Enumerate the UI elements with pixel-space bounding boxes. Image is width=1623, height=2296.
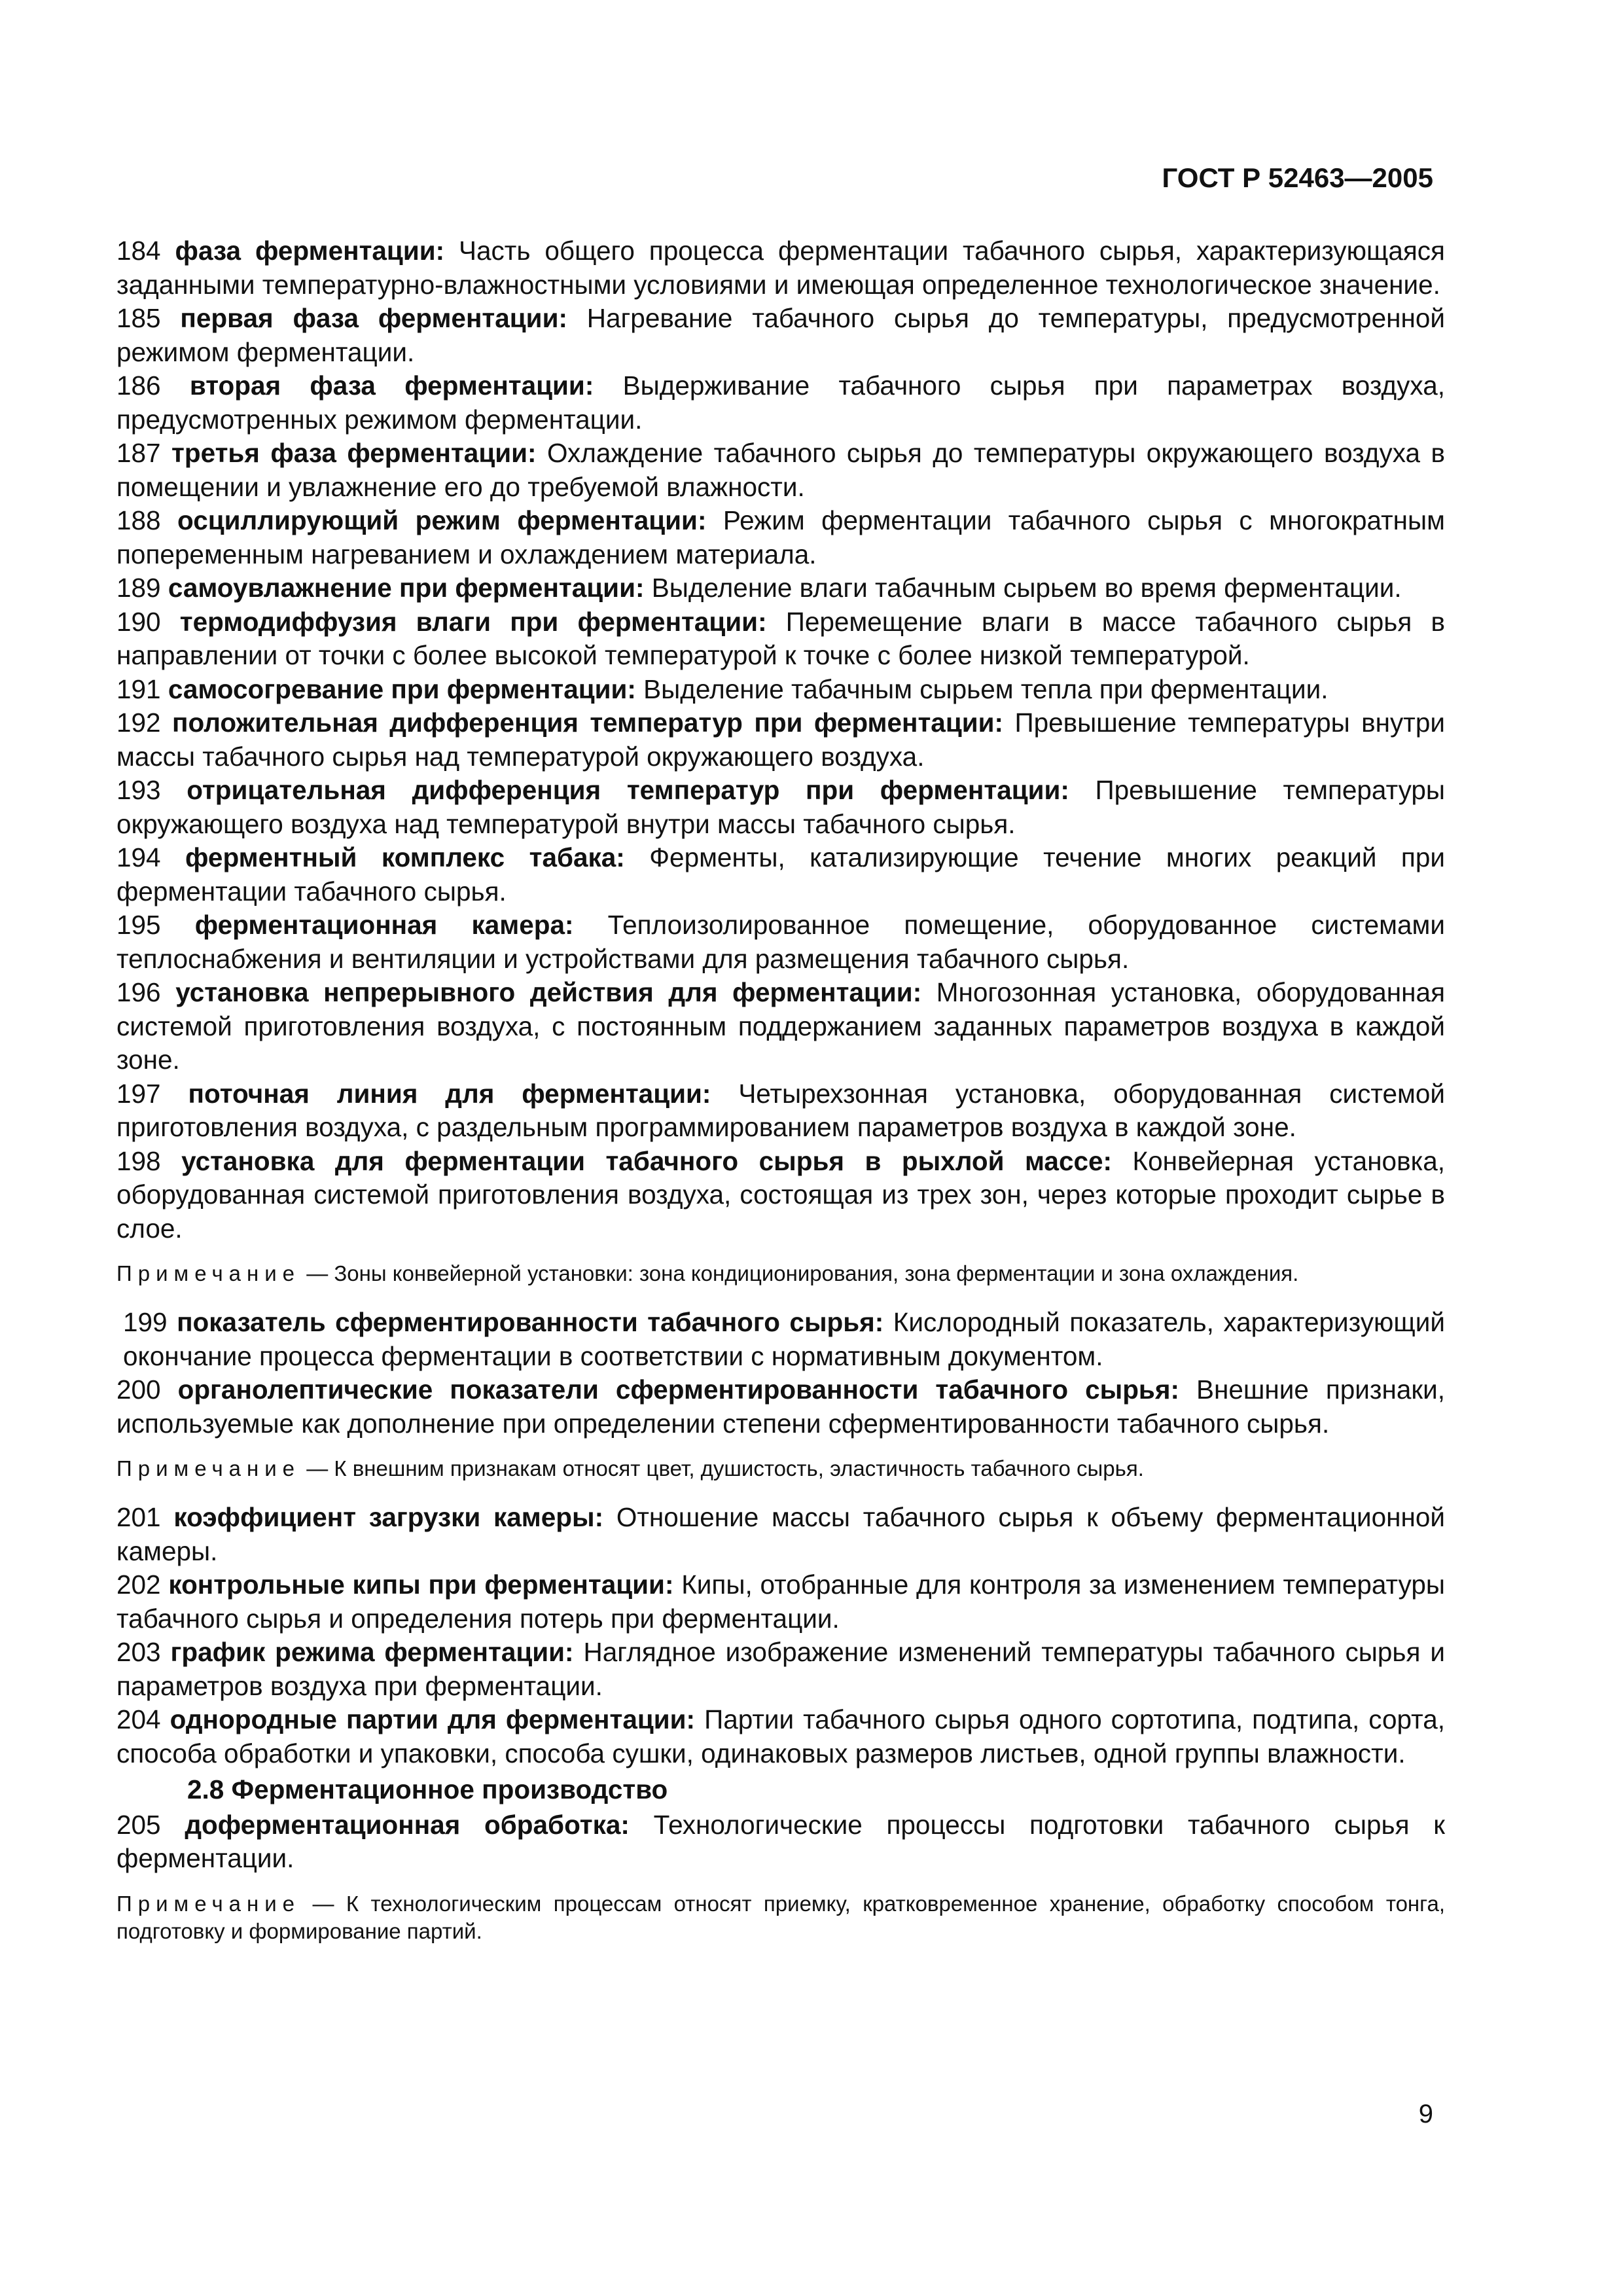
term-definition: Многозонная установка, оборудованная системой приготовления воздуха, с постоянным поддержанием заданных параметров воздуха в каждой зоне. — [116, 977, 1445, 1075]
term-number: 201 — [116, 1502, 161, 1532]
term-definition: Охлаждение табачного сырья до температуры окружающего воздуха в помещении и увлажнение его до требуемой влажности. — [116, 438, 1445, 502]
term-name: положительная дифференция температур при ферментации: — [172, 708, 1004, 738]
term-name: осциллирующий режим ферментации: — [177, 505, 707, 535]
term-number: 197 — [116, 1078, 161, 1109]
term-entry — [116, 1808, 1445, 1876]
term-name: показатель сферментированности табачного сырья: — [177, 1307, 884, 1337]
note-label: Примечание — [116, 1891, 301, 1916]
term-number: 191 — [116, 673, 161, 704]
term-name: ферментный комплекс табака: — [185, 842, 625, 872]
term-definition: Превышение температуры внутри массы табачного сырья над температурой окружающего воздуха. — [116, 708, 1445, 772]
term-number: 192 — [116, 708, 161, 738]
term-number: 193 — [116, 775, 161, 805]
term-name: органолептические показатели сферментированности табачного сырья: — [177, 1374, 1179, 1405]
term-number: 189 — [116, 573, 161, 603]
term-number: 190 — [116, 606, 161, 637]
note-2 — [116, 1455, 1445, 1482]
page-number: 9 — [1418, 2100, 1433, 2128]
term-entry — [116, 1373, 1445, 1441]
term-name: отрицательная дифференция температур при ферментации: — [187, 775, 1069, 805]
note-3 — [116, 1890, 1445, 1945]
term-entry — [116, 1501, 1445, 1568]
term-entry — [116, 1077, 1445, 1145]
term-definition: Конвейерная установка, оборудованная системой приготовления воздуха, состоящая из трех зон, через которые проходит сырье в слое. — [116, 1145, 1445, 1244]
term-entry — [116, 1636, 1445, 1703]
term-definition: Нагревание табачного сырья до температуры, предусмотренной режимом ферментации. — [116, 303, 1445, 367]
term-definition: Партии табачного сырья одного сортотипа, подтипа, сорта, способа обработки и упаковки, способа сушки, одинаковых размеров листьев, одной группы влажности. — [116, 1704, 1445, 1768]
note-text: — К технологическим процессам относят приемку, кратковременное хранение, обработку способом тонга, подготовку и формирование партий. — [116, 1891, 1445, 1943]
term-number: 184 — [116, 236, 161, 266]
term-number: 195 — [116, 910, 161, 940]
term-entry — [116, 234, 1445, 302]
term-definition: Выделение табачным сырьем тепла при ферментации. — [643, 673, 1329, 704]
note-label: Примечание — [116, 1456, 301, 1480]
term-name: вторая фаза ферментации: — [189, 370, 594, 401]
term-name: однородные партии для ферментации: — [169, 1704, 696, 1734]
note-text: — К внешним признакам относят цвет, душистость, эластичность табачного сырья. — [306, 1456, 1144, 1480]
term-entry — [116, 774, 1445, 841]
term-entry — [116, 571, 1445, 605]
term-entry — [116, 1568, 1445, 1636]
term-definition: Наглядное изображение изменений температуры табачного сырья и параметров воздуха при ферментации. — [116, 1637, 1445, 1701]
term-number: 202 — [116, 1570, 161, 1600]
term-number: 198 — [116, 1145, 161, 1176]
term-entry — [116, 1306, 1445, 1373]
term-definition: Четырехзонная установка, оборудованная системой приготовления воздуха, с раздельным программированием параметров воздуха в каждой зоне. — [116, 1078, 1445, 1142]
term-number: 205 — [116, 1809, 161, 1840]
term-entry — [116, 1145, 1445, 1246]
document-code: ГОСТ Р 52463—2005 — [1162, 162, 1433, 193]
term-definition: Перемещение влаги в массе табачного сырья в направлении от точки с более высокой температурой к точке с более низкой температурой. — [116, 606, 1445, 670]
term-name: контрольные кипы при ферментации: — [168, 1570, 674, 1600]
term-definition: Отношение массы табачного сырья к объему ферментационной камеры. — [116, 1502, 1445, 1566]
term-entry — [116, 504, 1445, 571]
term-entry — [116, 605, 1445, 673]
term-name: третья фаза ферментации: — [171, 438, 537, 468]
term-number: 186 — [116, 370, 161, 401]
term-name: поточная линия для ферментации: — [188, 1078, 711, 1109]
term-entry — [116, 673, 1445, 707]
term-name: установка непрерывного действия для ферментации: — [175, 977, 922, 1007]
term-number: 188 — [116, 505, 161, 535]
term-number: 200 — [116, 1374, 161, 1405]
note-text: — Зоны конвейерной установки: зона кондиционирования, зона ферментации и зона охлаждения. — [306, 1261, 1299, 1285]
term-name: самосогревание при ферментации: — [168, 673, 636, 704]
term-name: фаза ферментации: — [175, 236, 445, 266]
term-number: 194 — [116, 842, 161, 872]
term-entry — [116, 976, 1445, 1077]
term-name: самоувлажнение при ферментации: — [168, 573, 645, 603]
term-name: ферментационная камера: — [194, 910, 574, 940]
term-name: первая фаза ферментации: — [180, 303, 567, 333]
term-number: 203 — [116, 1637, 161, 1667]
term-number: 199 — [123, 1307, 168, 1337]
term-definition: Часть общего процесса ферментации табачного сырья, характеризующаяся заданными температурно-влажностными условиями и имеющая определенное технологическое значение. — [116, 236, 1445, 300]
term-definition: Режим ферментации табачного сырья с многократным попеременным нагреванием и охлаждением материала. — [116, 505, 1445, 569]
term-name: термодиффузия влаги при ферментации: — [179, 606, 767, 637]
term-number: 204 — [116, 1704, 161, 1734]
term-number: 196 — [116, 977, 161, 1007]
term-entry — [116, 302, 1445, 369]
term-entry — [116, 369, 1445, 437]
term-name: установка для ферментации табачного сырья в рыхлой массе: — [181, 1145, 1113, 1176]
page-content — [116, 234, 1445, 1964]
term-list-b — [116, 1306, 1445, 1441]
term-name: коэффициент загрузки камеры: — [173, 1502, 604, 1532]
term-definition: Кипы, отобранные для контроля за изменением температуры табачного сырья и определения потерь при ферментации. — [116, 1570, 1445, 1634]
term-list-a — [116, 234, 1445, 1246]
term-definition: Выделение влаги табачным сырьем во время ферментации. — [651, 573, 1402, 603]
term-entry — [116, 908, 1445, 976]
term-entry — [116, 841, 1445, 908]
term-number: 187 — [116, 438, 161, 468]
term-number: 185 — [116, 303, 161, 333]
note-1 — [116, 1260, 1445, 1287]
term-definition: Теплоизолированное помещение, оборудованное системами теплоснабжения и вентиляции и устройствами для размещения табачного сырья. — [116, 910, 1445, 974]
term-definition: Кислородный показатель, характеризующий окончание процесса ферментации в соответствии с нормативным документом. — [123, 1307, 1445, 1371]
term-entry — [116, 1703, 1445, 1770]
term-list-c — [116, 1501, 1445, 1770]
note-label: Примечание — [116, 1261, 301, 1285]
term-definition: Выдерживание табачного сырья при параметрах воздуха, предусмотренных режимом ферментации. — [116, 370, 1445, 435]
term-definition: Ферменты, катализирующие течение многих реакций при ферментации табачного сырья. — [116, 842, 1445, 906]
term-name: доферментационная обработка: — [185, 1809, 630, 1840]
term-entry — [116, 437, 1445, 504]
term-definition: Технологические процессы подготовки табачного сырья к ферментации. — [116, 1809, 1445, 1873]
term-entry — [116, 706, 1445, 774]
section-heading: 2.8 Ферментационное производство — [187, 1774, 668, 1804]
term-definition: Превышение температуры окружающего воздуха над температурой внутри массы табачного сырья. — [116, 775, 1445, 839]
term-name: график режима ферментации: — [170, 1637, 574, 1667]
term-definition: Внешние признаки, используемые как дополнение при определении степени сферментированности табачного сырья. — [116, 1374, 1445, 1439]
term-list-d — [116, 1808, 1445, 1876]
